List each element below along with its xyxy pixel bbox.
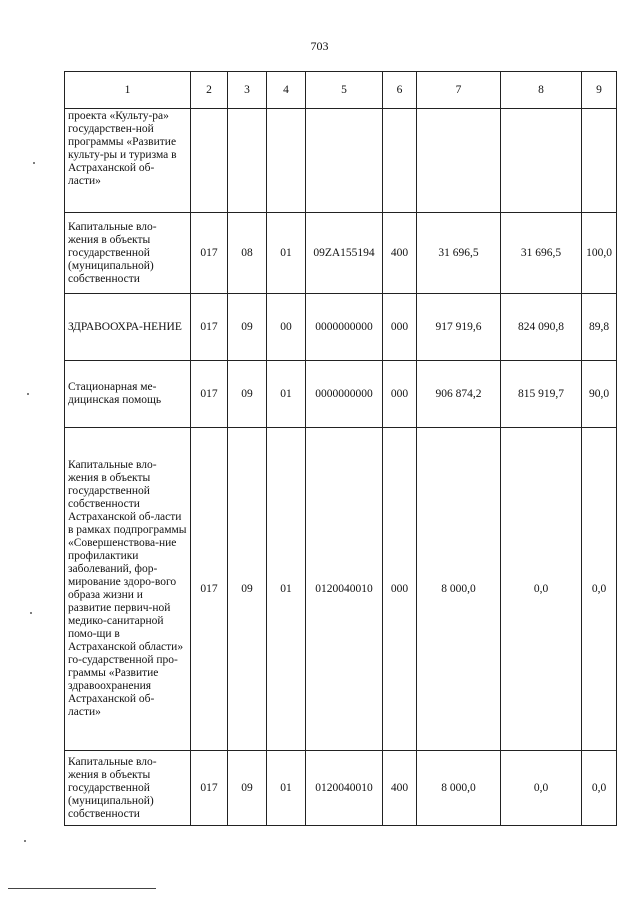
table-cell-description: Стационарная ме-дицинская помощь bbox=[65, 361, 191, 428]
table-cell: 01 bbox=[267, 361, 306, 428]
table-cell: 017 bbox=[191, 751, 228, 826]
table-cell bbox=[417, 109, 501, 213]
table-row bbox=[65, 109, 617, 213]
table-cell: 89,8 bbox=[582, 294, 617, 361]
table-cell-description: Капитальные вло-жения в объекты государственной собственности Астраханской об-ласти в рамках подпрограммы «Совершенствова-ние профилактики заболеваний, фор-мирование здоро-вого образа жизни и развитие первич-ной медико-санитарной помо-щи в Астраханской области» го-сударственной про-граммы «Развитие здравоохранения Астраханской об-ласти» bbox=[65, 428, 191, 751]
table-cell: 100,0 bbox=[582, 213, 617, 294]
column-header: 2 bbox=[191, 72, 228, 109]
table-cell: 000 bbox=[383, 294, 417, 361]
table-cell: 09 bbox=[228, 294, 267, 361]
table-cell: 8 000,0 bbox=[417, 428, 501, 751]
table-cell-description: проекта «Культу-ра» государствен-ной программы «Развитие культу-ры и туризма в Астраханской об-ласти» bbox=[65, 109, 191, 213]
table-cell: 01 bbox=[267, 428, 306, 751]
table-cell: 01 bbox=[267, 751, 306, 826]
table-cell: 09 bbox=[228, 428, 267, 751]
column-header: 6 bbox=[383, 72, 417, 109]
table-cell: 0000000000 bbox=[306, 294, 383, 361]
footer-rule bbox=[8, 888, 156, 889]
table-cell: 0120040010 bbox=[306, 428, 383, 751]
scan-speck bbox=[24, 840, 26, 842]
table-cell: 906 874,2 bbox=[417, 361, 501, 428]
column-header: 8 bbox=[501, 72, 582, 109]
table-cell: 01 bbox=[267, 213, 306, 294]
page-number: 703 bbox=[310, 39, 329, 53]
table-cell bbox=[228, 109, 267, 213]
scan-speck bbox=[27, 393, 29, 395]
table-cell bbox=[383, 109, 417, 213]
table-cell: 31 696,5 bbox=[501, 213, 582, 294]
table-cell bbox=[306, 109, 383, 213]
table-cell: 00 bbox=[267, 294, 306, 361]
table-row bbox=[65, 294, 617, 361]
table-cell: 0,0 bbox=[501, 751, 582, 826]
table-cell bbox=[582, 109, 617, 213]
table-cell: 917 919,6 bbox=[417, 294, 501, 361]
budget-table bbox=[64, 71, 617, 826]
table-cell: 815 919,7 bbox=[501, 361, 582, 428]
table-cell-description: Капитальные вло-жения в объекты государственной (муниципальной) собственности bbox=[65, 751, 191, 826]
table-cell: 0,0 bbox=[582, 428, 617, 751]
table-cell: 000 bbox=[383, 428, 417, 751]
table-row bbox=[65, 213, 617, 294]
column-header: 3 bbox=[228, 72, 267, 109]
table-cell: 000 bbox=[383, 361, 417, 428]
column-header: 4 bbox=[267, 72, 306, 109]
table-cell: 09ZA155194 bbox=[306, 213, 383, 294]
column-header: 1 bbox=[65, 72, 191, 109]
column-header: 5 bbox=[306, 72, 383, 109]
table-cell: 017 bbox=[191, 294, 228, 361]
table-cell: 0000000000 bbox=[306, 361, 383, 428]
table-cell: 0,0 bbox=[501, 428, 582, 751]
table-cell: 09 bbox=[228, 751, 267, 826]
table-cell: 0120040010 bbox=[306, 751, 383, 826]
table-cell bbox=[501, 109, 582, 213]
scan-speck bbox=[33, 162, 35, 164]
column-header: 7 bbox=[417, 72, 501, 109]
table-cell: 09 bbox=[228, 361, 267, 428]
table-row bbox=[65, 428, 617, 751]
table-header-row bbox=[65, 72, 617, 109]
table-cell: 017 bbox=[191, 428, 228, 751]
table-cell: 017 bbox=[191, 213, 228, 294]
table-cell: 8 000,0 bbox=[417, 751, 501, 826]
table-cell: 017 bbox=[191, 361, 228, 428]
table-cell bbox=[267, 109, 306, 213]
scan-speck bbox=[30, 612, 32, 614]
table-cell: 824 090,8 bbox=[501, 294, 582, 361]
table-cell-description: ЗДРАВООХРА-НЕНИЕ bbox=[65, 294, 191, 361]
column-header: 9 bbox=[582, 72, 617, 109]
table-cell: 0,0 bbox=[582, 751, 617, 826]
table-row bbox=[65, 751, 617, 826]
table-cell: 400 bbox=[383, 213, 417, 294]
table-row bbox=[65, 361, 617, 428]
table-cell: 31 696,5 bbox=[417, 213, 501, 294]
table-cell: 400 bbox=[383, 751, 417, 826]
table-cell bbox=[191, 109, 228, 213]
table-cell: 90,0 bbox=[582, 361, 617, 428]
table-cell-description: Капитальные вло-жения в объекты государственной (муниципальной) собственности bbox=[65, 213, 191, 294]
table-cell: 08 bbox=[228, 213, 267, 294]
